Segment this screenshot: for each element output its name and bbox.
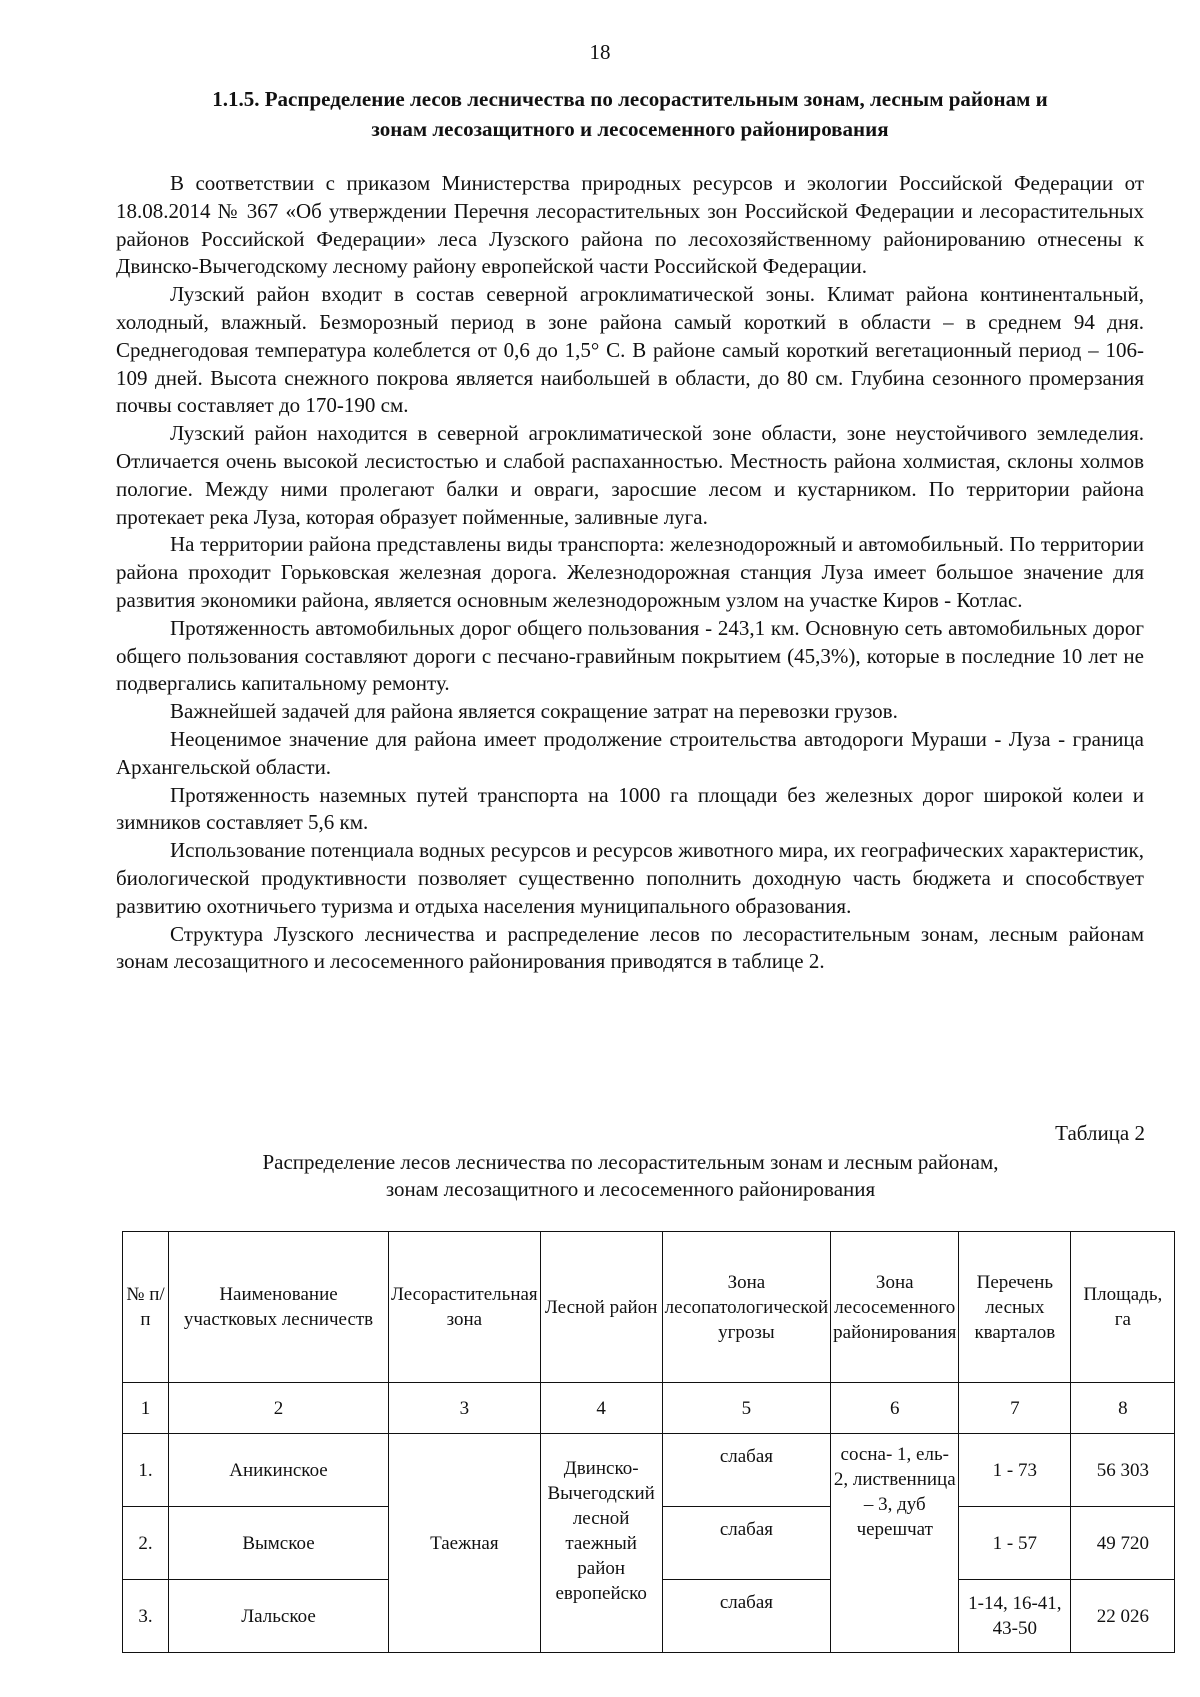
row-number: 2.: [123, 1507, 169, 1580]
forest-region-cell: Двинско-Вычегодский лесной таежный район европейско: [540, 1434, 662, 1653]
table-row: [123, 1434, 1175, 1507]
header-number: № п/п: [123, 1232, 169, 1383]
paragraph: Использование потенциала водных ресурсов и ресурсов животного мира, их географических характеристик, биологической продуктивности позволяет существенно пополнить доходную часть бюджета и способствует развитию охотничьего туризма и отдыха населения муниципального образования.: [116, 838, 1144, 918]
column-number: 7: [959, 1383, 1071, 1434]
forest-quarters: 1-14, 16-41, 43-50: [959, 1580, 1071, 1653]
vegetation-zone-cell: Таежная: [389, 1434, 541, 1653]
section-heading: [130, 84, 1130, 144]
header-forest-region: Лесной район: [540, 1232, 662, 1383]
header-forestry-name: Наименование участковых лесничеств: [169, 1232, 389, 1383]
column-number: 6: [831, 1383, 959, 1434]
table-label: Таблица 2: [1055, 1121, 1145, 1145]
table-header-row: [123, 1232, 1175, 1383]
paragraph: Важнейшей задачей для района является сокращение затрат на перевозки грузов.: [170, 699, 898, 724]
paragraph: Лузский район входит в состав северной агроклиматической зоны. Климат района континентальный, холодный, влажный. Безморозный период в зоне района самый короткий в области – в среднем 94 дня. Среднегодовая температура колеблется от 0,6 до 1,5° С. В районе самый короткий вегетационный период – 106-109 дней. Высота снежного покрова является наибольшей в области, до 80 см. Глубина сезонного промерзания почвы составляет до 170-190 см.: [116, 282, 1144, 418]
area-ha: 22 026: [1071, 1580, 1175, 1653]
header-quarters: Перечень лесных кварталов: [959, 1232, 1071, 1383]
paragraph: Протяженность автомобильных дорог общего пользования - 243,1 км. Основную сеть автомобильных дорог общего пользования составляют дороги с песчано-гравийным покрытием (45,3%), которые в последние 10 лет не подвергались капитальному ремонту.: [116, 615, 1144, 696]
section-heading-line-2: зонам лесозащитного и лесосеменного районирования: [371, 117, 889, 141]
header-area: Площадь, га: [1071, 1232, 1175, 1383]
paragraph: На территории района представлены виды транспорта: железнодорожный и автомобильный. По территории района проходит Горьковская железная дорога. Железнодорожная станция Луза имеет большое значение для развития экономики района, является основным железнодорожным узлом на участке Киров - Котлас.: [116, 532, 1144, 612]
header-pathology-zone: Зона лесопатологической угрозы: [662, 1232, 831, 1383]
paragraph: Протяженность наземных путей транспорта на 1000 га площади без железных дорог широкой колеи и зимников составляет 5,6 км.: [116, 782, 1144, 835]
area-ha: 56 303: [1071, 1434, 1175, 1507]
pathology-threat: слабая: [662, 1580, 831, 1653]
table-caption: [116, 1149, 1145, 1203]
pathology-threat: слабая: [662, 1434, 831, 1507]
paragraph: Неоценимое значение для района имеет продолжение строительства автодороги Мураши - Луза - граница Архангельской области.: [116, 726, 1144, 779]
header-seed-zone: Зона лесосеменного районирования: [831, 1232, 959, 1383]
forest-quarters: 1 - 73: [959, 1434, 1071, 1507]
table-caption-line-2: зонам лесозащитного и лесосеменного районирования: [385, 1177, 876, 1201]
paragraph: В соответствии с приказом Министерства природных ресурсов и экологии Российской Федерации от 18.08.2014 № 367 «Об утверждении Перечня лесорастительных зон Российской Федерации и лесорастительных районов Российской Федерации» леса Лузского района по лесохозяйственному районированию отнесены к Двинско-Вычегодскому лесному району европейской части Российской Федерации.: [116, 171, 1144, 279]
column-number: 3: [389, 1383, 541, 1434]
forestry-name: Аникинское: [169, 1434, 389, 1507]
header-vegetation-zone: Лесорастительная зона: [389, 1232, 541, 1383]
seed-zone-cell: сосна- 1, ель- 2, лиственница – 3, дуб черешчат: [831, 1434, 959, 1653]
paragraph: Структура Лузского лесничества и распределение лесов по лесорастительным зонам, лесным районам зонам лесозащитного и лесосеменного районирования приводятся в таблице 2.: [116, 921, 1144, 974]
column-number: 5: [662, 1383, 831, 1434]
column-number: 1: [123, 1383, 169, 1434]
forest-quarters: 1 - 57: [959, 1507, 1071, 1580]
column-number: 8: [1071, 1383, 1175, 1434]
area-ha: 49 720: [1071, 1507, 1175, 1580]
paragraph: Лузский район находится в северной агроклиматической зоне области, зоне неустойчивого земледелия. Отличается очень высокой лесистостью и слабой распаханностью. Местность района холмистая, склоны холмов пологие. Между ними пролегают балки и овраги, заросшие лесом и кустарником. По территории района протекает река Луза, которая образует пойменные, заливные луга.: [116, 421, 1144, 529]
row-number: 3.: [123, 1580, 169, 1653]
column-number: 2: [169, 1383, 389, 1434]
pathology-threat: слабая: [662, 1507, 831, 1580]
column-number-row: [123, 1383, 1175, 1434]
column-number: 4: [540, 1383, 662, 1434]
forestry-name: Лальское: [169, 1580, 389, 1653]
forest-distribution-table: [122, 1231, 1175, 1653]
page-number: 18: [589, 40, 611, 64]
row-number: 1.: [123, 1434, 169, 1507]
forestry-name: Вымское: [169, 1507, 389, 1580]
table-caption-line-1: Распределение лесов лесничества по лесорастительным зонам и лесным районам,: [262, 1150, 999, 1174]
section-heading-line-1: 1.1.5. Распределение лесов лесничества по лесорастительным зонам, лесным районам и: [212, 87, 1048, 111]
body-text: [116, 170, 1144, 976]
